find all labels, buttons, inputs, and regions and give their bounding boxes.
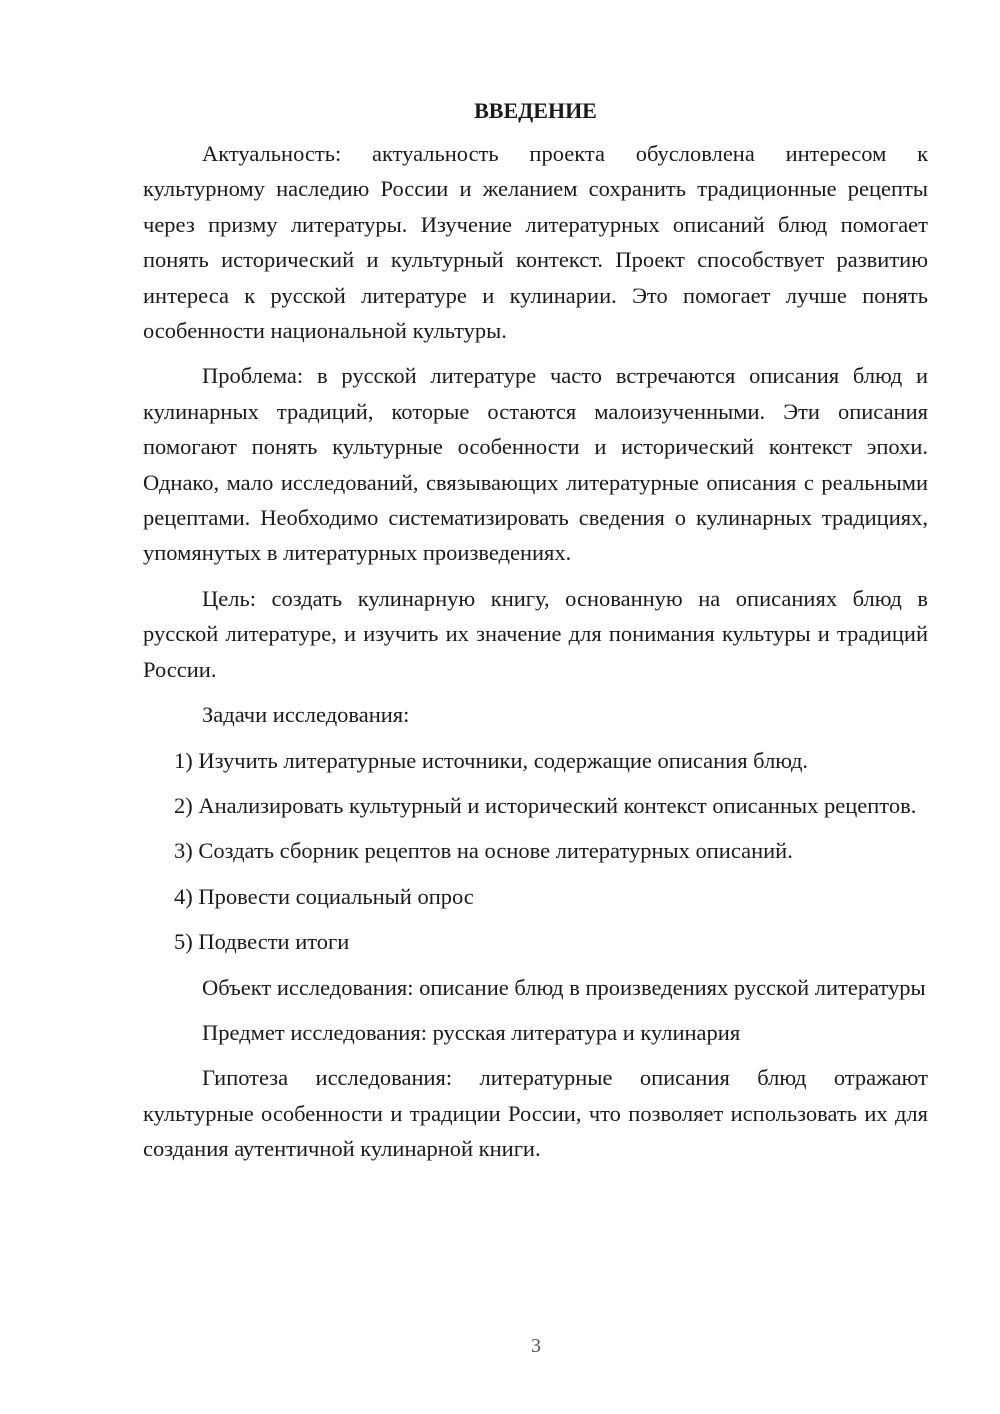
task-item-3: 3) Создать сборник рецептов на основе литературных описаний. — [174, 838, 793, 864]
relevance-paragraph: Актуальность: актуальность проекта обусловлена интересом к культурному наследию России и желанием сохранить традиционные рецепты через призму литературы. Изучение литературных описаний блюд помогает понять исторический и культурный контекст. Проект способствует развитию интереса к русской литературе и кулинарии. Это помогает лучше понять особенности национальной культуры. — [143, 141, 928, 344]
task-item-1: 1) Изучить литературные источники, содержащие описания блюд. — [174, 747, 809, 773]
object-paragraph: Объект исследования: описание блюд в произведениях русской литературы — [202, 974, 926, 1000]
page-content — [143, 96, 928, 1177]
subject-paragraph: Предмет исследования: русская литература и кулинария — [202, 1019, 741, 1045]
problem-paragraph: Проблема: в русской литературе часто встречаются описания блюд и кулинарных традиций, которые остаются малоизученными. Эти описания помогают понять культурные особенности и исторический контекст эпохи. Однако, мало исследований, связывающих литературные описания с реальными рецептами. Необходимо систематизировать сведения о кулинарных традициях, упомянутых в литературных произведениях. — [143, 363, 928, 566]
task-item-4: 4) Провести социальный опрос — [174, 883, 474, 909]
page-number: 3 — [531, 1335, 541, 1357]
task-item-2: 2) Анализировать культурный и исторический контекст описанных рецептов. — [174, 792, 917, 818]
task-item-5: 5) Подвести итоги — [174, 929, 350, 955]
section-title: ВВЕДЕНИЕ — [474, 98, 597, 123]
goal-paragraph: Цель: создать кулинарную книгу, основанную на описаниях блюд в русской литературе, и изучить их значение для понимания культуры и традиций России. — [143, 585, 928, 682]
tasks-heading: Задачи исследования: — [202, 702, 410, 728]
hypothesis-paragraph: Гипотеза исследования: литературные описания блюд отражают культурные особенности и традиции России, что позволяет использовать их для создания аутентичной кулинарной книги. — [143, 1065, 928, 1162]
